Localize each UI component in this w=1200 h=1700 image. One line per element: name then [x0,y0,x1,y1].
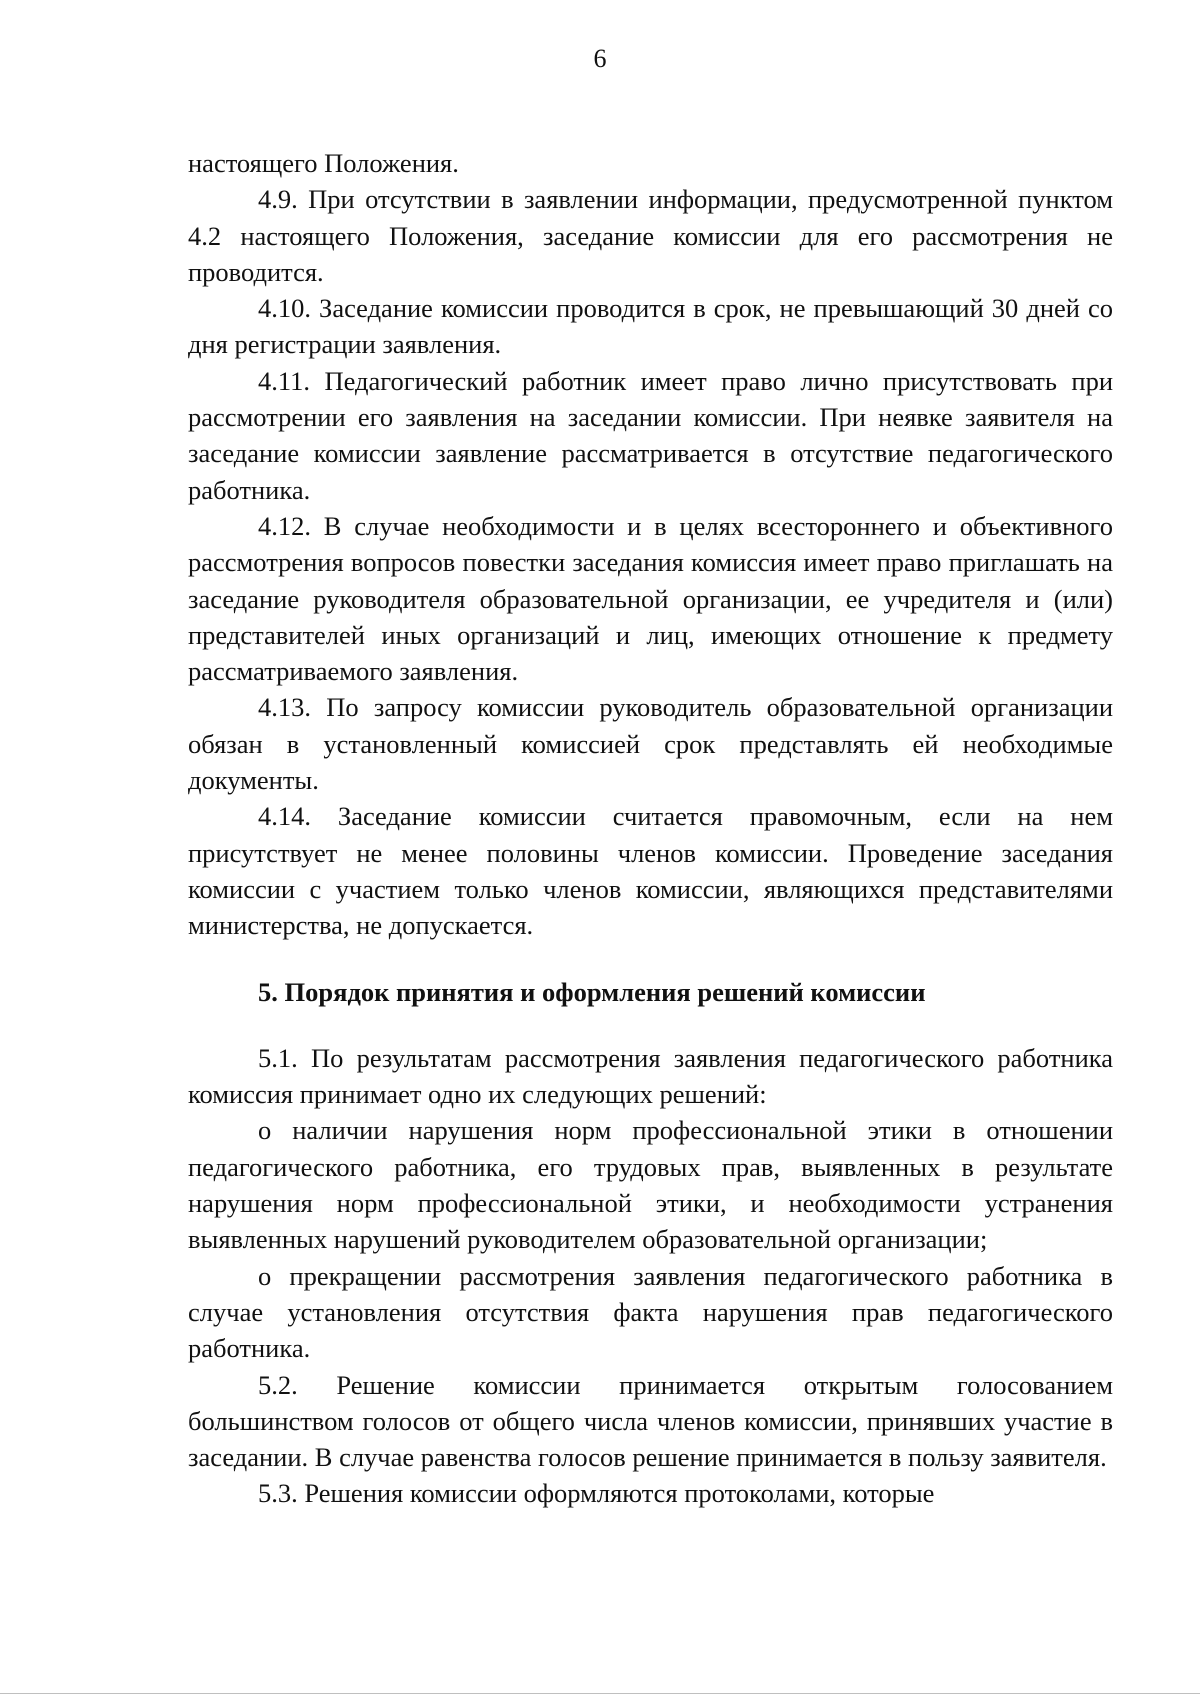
paragraph-4-12: 4.12. В случае необходимости и в целях всестороннего и объективного рассмотрения вопросов повестки заседания комиссия имеет право приглашать на заседание руководителя образовательной организации, ее учредителя и (или) представителей иных организаций и лиц, имеющих отношение к предмету рассматриваемого заявления. [188,510,1113,687]
paragraph-4-13: 4.13. По запросу комиссии руководитель образовательной организации обязан в установленный комиссией срок представлять ей необходимые документы. [188,692,1113,796]
paragraph-4-10: 4.10. Заседание комиссии проводится в срок, не превышающий 30 дней со дня регистрации заявления. [188,293,1113,360]
paragraph-5-1: 5.1. По результатам рассмотрения заявления педагогического работника комиссия принимает одно их следующих решений: [188,1042,1113,1110]
paragraph-4-9: 4.9. При отсутствии в заявлении информации, предусмотренной пунктом 4.2 настоящего Положения, заседание комиссии для его рассмотрения не проводится. [188,184,1113,287]
paragraph-5-1-option-a: о наличии нарушения норм профессиональной этики в отношении педагогического работника, его трудовых прав, выявленных в результате нарушения норм профессиональной этики, и необходимости устранения выявленных нарушений руководителем образовательной организации; [188,1115,1113,1255]
document-body [188,145,1113,1512]
scan-bottom-edge [0,1693,1200,1700]
paragraph-continuation: настоящего Положения. [188,148,459,178]
paragraph-5-1-option-b: о прекращении рассмотрения заявления педагогического работника в случае установления отсутствия факта нарушения прав педагогического работника. [188,1260,1113,1364]
paragraph-4-14: 4.14. Заседание комиссии считается правомочным, если на нем присутствует не менее половины членов комиссии. Проведение заседания комиссии с участием только членов комиссии, являющихся представителями министерства, не допускается. [188,801,1113,941]
page-number: 6 [593,44,607,73]
paragraph-5-3: 5.3. Решения комиссии оформляются протоколами, которые [258,1478,935,1509]
paragraph-4-11: 4.11. Педагогический работник имеет право лично присутствовать при рассмотрении его заявления на заседании комиссии. При неявке заявителя на заседание комиссии заявление рассматривается в отсутствие педагогического работника. [188,365,1113,505]
section-heading-5: 5. Порядок принятия и оформления решений комиссии [258,976,926,1007]
paragraph-5-2: 5.2. Решение комиссии принимается открытым голосованием большинством голосов от общего числа членов комиссии, принявших участие в заседании. В случае равенства голосов решение принимается в пользу заявителя. [188,1369,1113,1473]
